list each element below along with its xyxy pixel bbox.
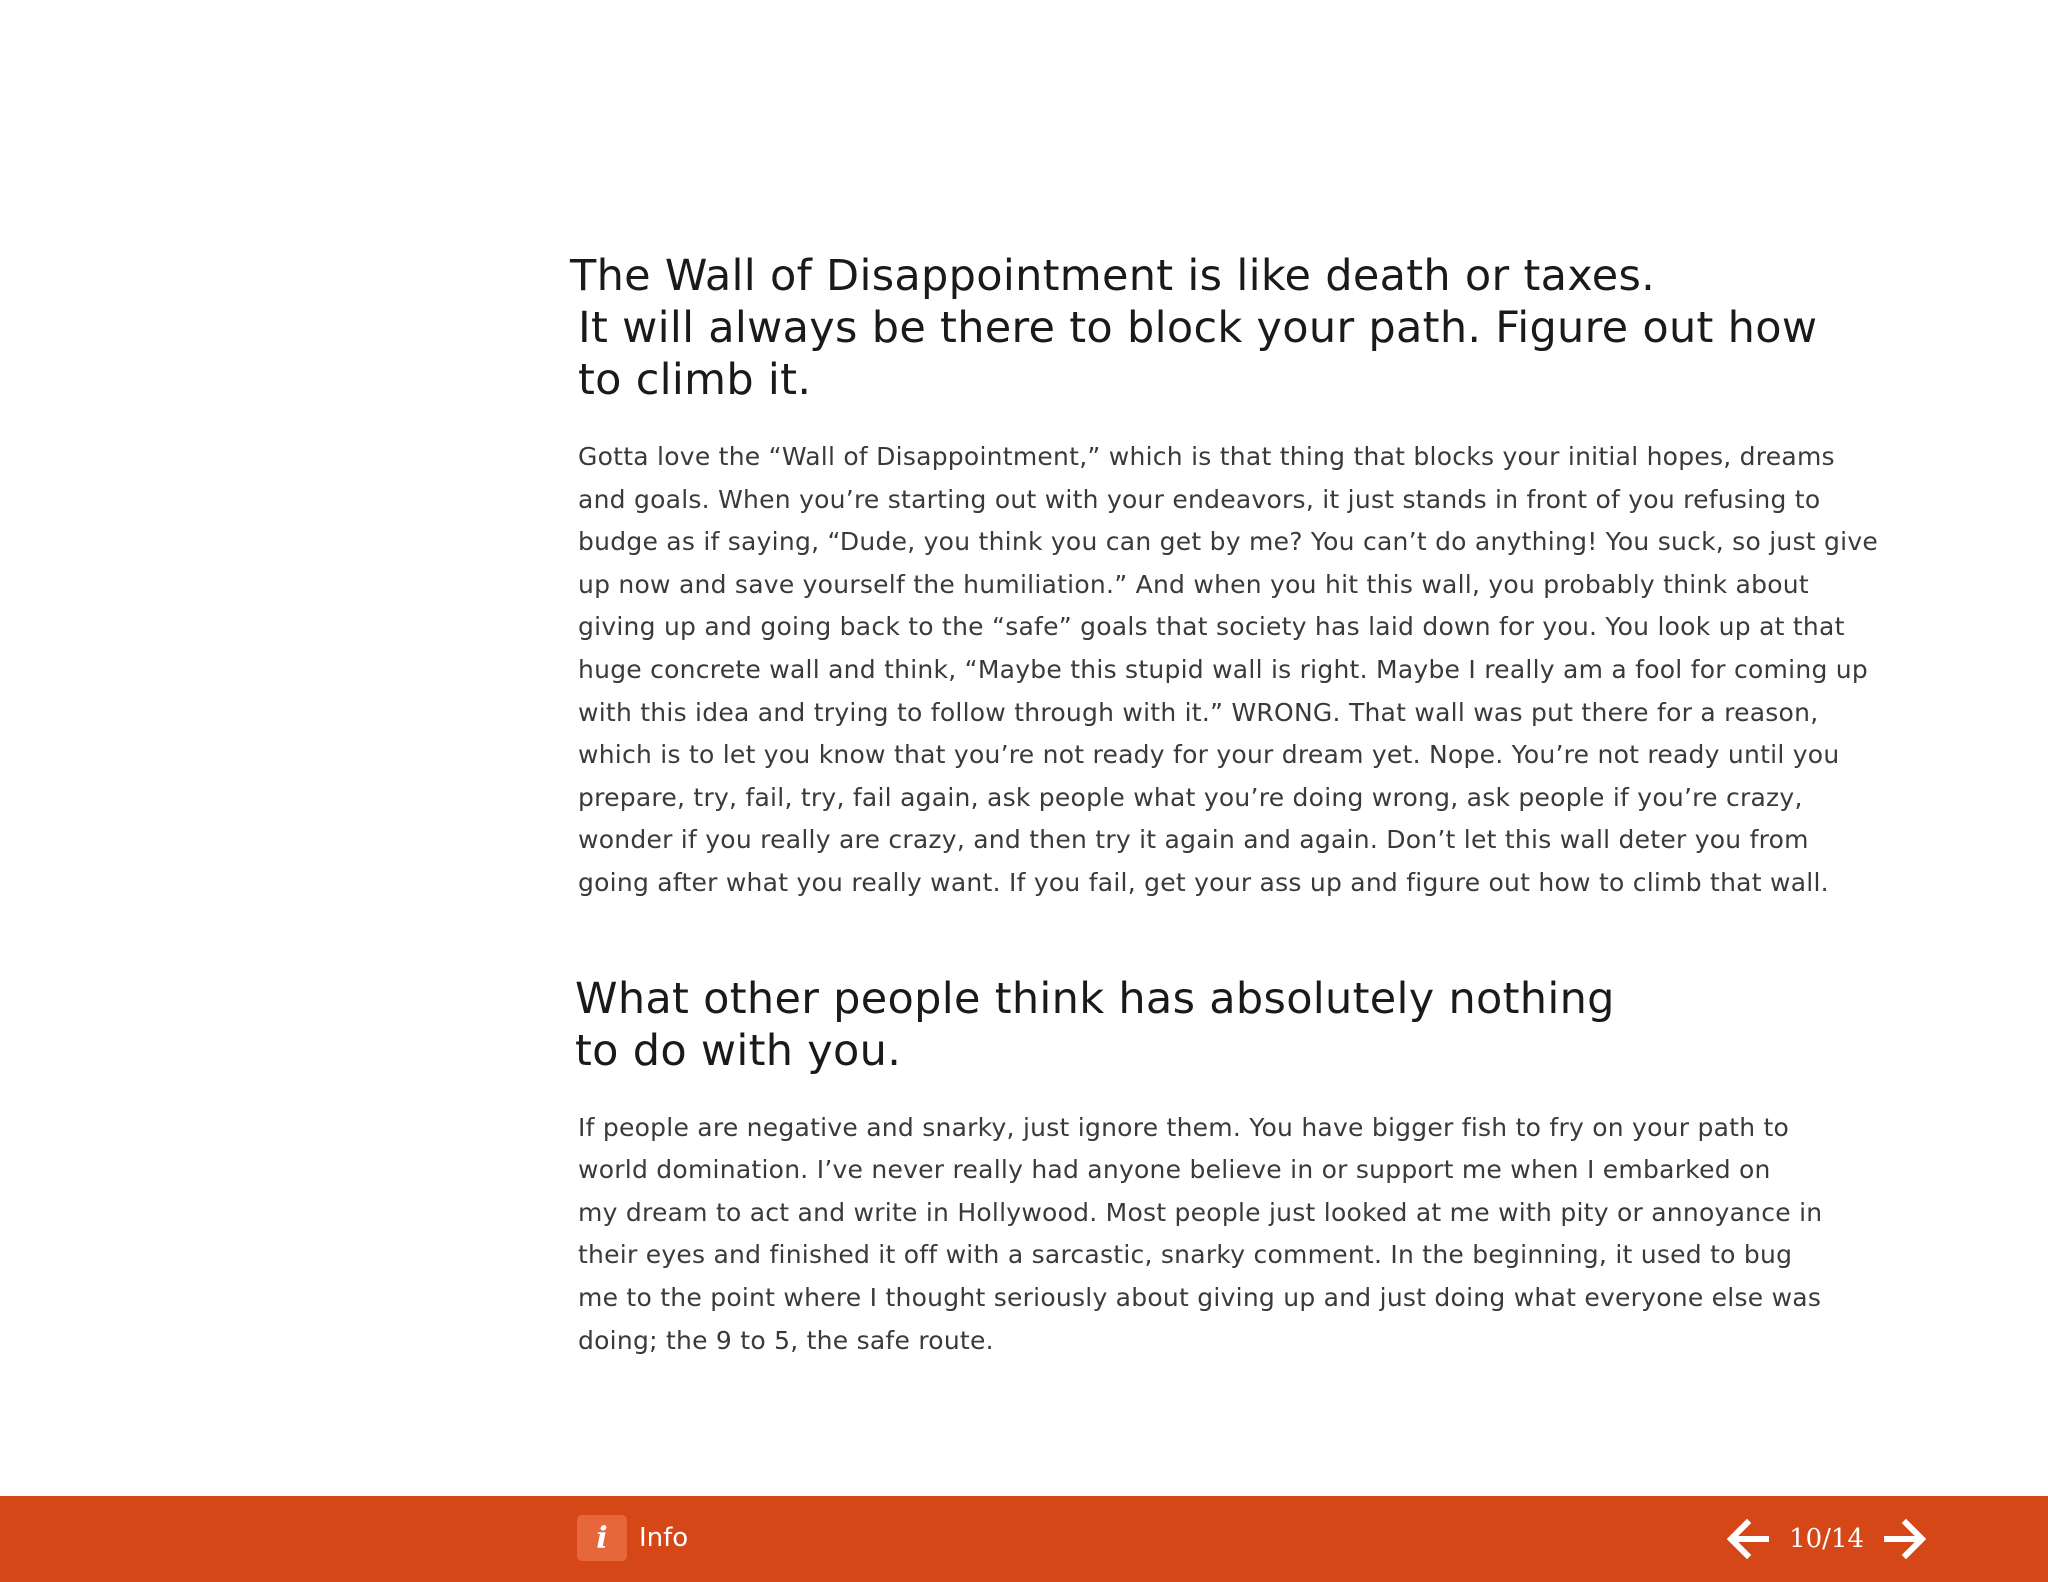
body-line: giving up and going back to the “safe” goals that society has laid down for you. You look up at that [578,612,1845,642]
section-body [570,1107,1870,1363]
body-line: their eyes and finished it off with a sarcastic, snarky comment. In the beginning, it used to bug [578,1240,1793,1270]
page-navigation [1725,1513,1928,1565]
section-heading [570,973,1870,1077]
footer-bar [0,1496,2048,1582]
heading-line: What other people think has absolutely nothing [575,973,1615,1024]
body-line: my dream to act and write in Hollywood. Most people just looked at me with pity or annoyance in [578,1197,1823,1227]
body-line: budge as if saying, “Dude, you think you can get by me? You can’t do anything! You suck, so just give [578,527,1879,557]
page-indicator: 10/14 [1789,1524,1864,1554]
arrow-right-icon[interactable] [1884,1519,1926,1559]
body-line: huge concrete wall and think, “Maybe this stupid wall is right. Maybe I really am a fool for coming up [578,654,1868,684]
section-heading [570,250,1870,406]
section-other-people [570,973,1870,1363]
body-line: world domination. I’ve never really had anyone believe in or support me when I embarked on [578,1155,1771,1185]
body-line: doing; the 9 to 5, the safe route. [578,1325,994,1355]
body-line: wonder if you really are crazy, and then try it again and again. Don’t let this wall deter you from [578,825,1809,855]
section-wall-of-disappointment [570,250,1879,905]
heading-line: It will always be there to block your path. Figure out how [578,303,1818,353]
body-line: with this idea and trying to follow through with it.” WRONG. That wall was put there for a reason, [578,697,1819,727]
body-line: me to the point where I thought seriously about giving up and just doing what everyone else was [578,1282,1822,1312]
prev-page-button[interactable] [1725,1516,1771,1562]
body-line: and goals. When you’re starting out with your endeavors, it just stands in front of you refusing to [578,484,1821,514]
body-line: going after what you really want. If you fail, get your ass up and figure out how to climb that wall. [578,867,1829,897]
body-line: If people are negative and snarky, just ignore them. You have bigger fish to fry on your path to [578,1112,1790,1142]
heading-line: to do with you. [575,1025,902,1076]
heading-line: to climb it. [578,355,812,405]
info-button[interactable] [577,1514,688,1562]
body-line: Gotta love the “Wall of Disappointment,” which is that thing that blocks your initial hopes, dreams [578,442,1835,471]
arrow-left-icon[interactable] [1727,1519,1769,1559]
heading-line: The Wall of Disappointment is like death or taxes. [570,251,1656,301]
section-body [570,436,1879,905]
next-page-button[interactable] [1882,1516,1928,1562]
info-icon[interactable]: i [577,1515,627,1561]
article [570,250,1879,1362]
body-line: which is to let you know that you’re not ready for your dream yet. Nope. You’re not ready until you [578,740,1840,770]
body-line: up now and save yourself the humiliation.” And when you hit this wall, you probably think about [578,569,1809,599]
body-line: prepare, try, fail, try, fail again, ask people what you’re doing wrong, ask people if you’re crazy, [578,782,1803,812]
info-label[interactable]: Info [639,1523,689,1553]
